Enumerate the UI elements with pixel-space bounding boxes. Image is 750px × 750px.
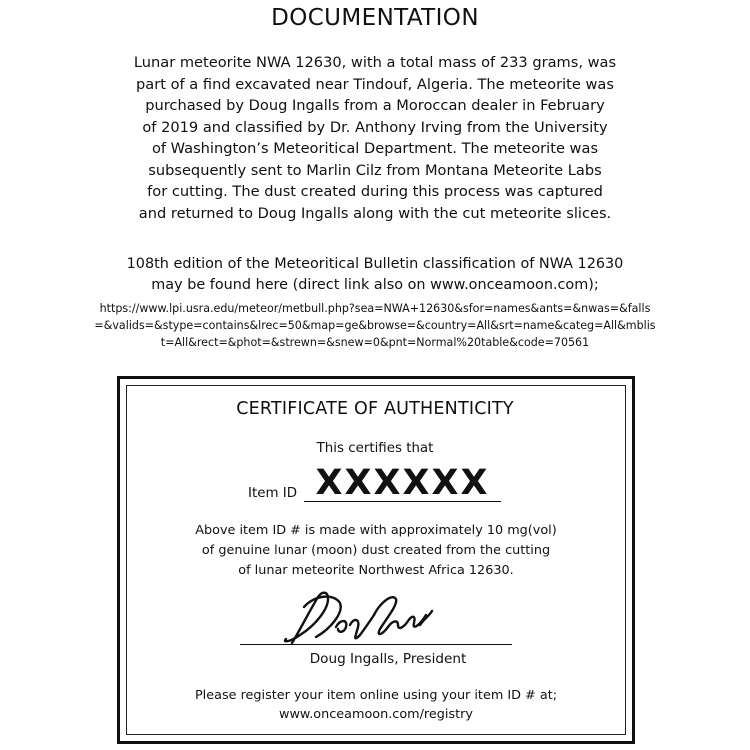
paragraph-line: and returned to Doug Ingalls along with the cut meteorite slices. xyxy=(138,204,612,222)
url-line: =&valids=&stype=contains&lrec=50&map=ge&browse=&country=All&srt=name&categ=All&mblis xyxy=(94,319,656,332)
item-id-label: Item ID xyxy=(248,486,297,501)
certificate-body xyxy=(117,521,635,581)
url-line: t=All&rect=&phot=&strewn=&snew=0&pnt=Normal%20table&code=70561 xyxy=(160,336,590,349)
body-line: of genuine lunar (moon) dust created from the cutting xyxy=(201,543,551,558)
register-line: Please register your item online using your item ID # at; xyxy=(194,688,558,703)
bulletin-line: may be found here (direct link also on www.onceamoon.com); xyxy=(151,277,599,293)
paragraph-line: subsequently sent to Marlin Cilz from Montana Meteorite Labs xyxy=(148,161,602,179)
paragraph-line: Lunar meteorite NWA 12630, with a total mass of 233 grams, was xyxy=(133,54,617,71)
bulletin-note xyxy=(95,254,655,296)
body-line: Above item ID # is made with approximately 10 mg(vol) xyxy=(195,523,557,538)
bulletin-line: 108th edition of the Meteoritical Bulletin classification of NWA 12630 xyxy=(126,256,624,272)
documentation-title: DOCUMENTATION xyxy=(271,5,479,31)
paragraph-line: for cutting. The dust created during this process was captured xyxy=(147,183,603,200)
bulletin-url xyxy=(60,300,690,351)
item-id-underline xyxy=(304,501,501,502)
registration-note xyxy=(117,686,635,724)
paragraph-line: of Washington’s Meteoritical Department. The meteorite was xyxy=(151,140,599,157)
register-line: www.onceamoon.com/registry xyxy=(279,707,473,722)
signature-line xyxy=(240,644,512,645)
documentation-paragraph xyxy=(95,52,655,224)
item-id-value: XXXXXX xyxy=(315,463,490,503)
paragraph-line: of 2019 and classified by Dr. Anthony Irving from the University xyxy=(142,118,608,136)
signer-name: Doug Ingalls, President xyxy=(309,651,467,667)
paragraph-line: part of a find excavated near Tindouf, Algeria. The meteorite was xyxy=(136,75,614,93)
certificate-title: CERTIFICATE OF AUTHENTICITY xyxy=(236,399,514,419)
url-line: https://www.lpi.usra.edu/meteor/metbull.php?sea=NWA+12630&sfor=names&ants=&nwas=&falls xyxy=(99,302,651,315)
paragraph-line: purchased by Doug Ingalls from a Moroccan dealer in February xyxy=(145,97,605,114)
body-line: of lunar meteorite Northwest Africa 12630. xyxy=(238,563,514,578)
certifies-text: This certifies that xyxy=(316,441,434,456)
